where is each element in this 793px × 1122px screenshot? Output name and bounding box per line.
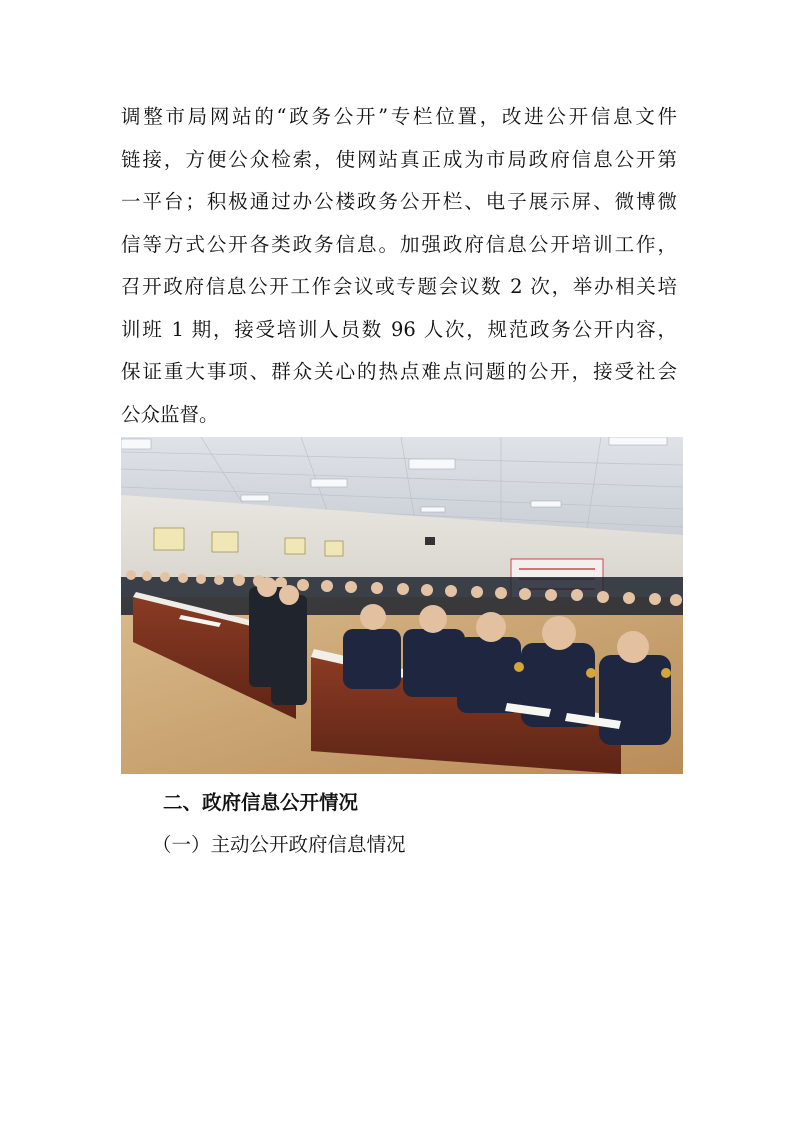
- paragraph-line: 调整市局网站的“政务公开”专栏位置，改进公开信息文件: [121, 105, 677, 128]
- paragraph-line: 信等方式公开各类政务信息。加强政府信息公开培训工作，: [121, 232, 677, 256]
- paragraph-line: 链接，方便公众检索，使网站真正成为市局政府信息公开第: [121, 147, 677, 171]
- meeting-photo: [121, 437, 683, 774]
- section-heading: 二、政府信息公开情况: [163, 791, 359, 814]
- paragraph-line: 保证重大事项、群众关心的热点难点问题的公开，接受社会: [121, 360, 677, 383]
- subsection-heading: （一）主动公开政府信息情况: [152, 833, 406, 856]
- paragraph-line: 训班 1 期，接受培训人员数 96 人次，规范政务公开内容，: [121, 317, 677, 341]
- paragraph-line: 一平台；积极通过办公楼政务公开栏、电子展示屏、微博微: [121, 190, 677, 213]
- body-paragraph: [121, 96, 677, 436]
- paragraph-line: 召开政府信息公开工作会议或专题会议数 2 次，举办相关培: [121, 275, 677, 298]
- paragraph-line: 公众监督。: [121, 402, 219, 426]
